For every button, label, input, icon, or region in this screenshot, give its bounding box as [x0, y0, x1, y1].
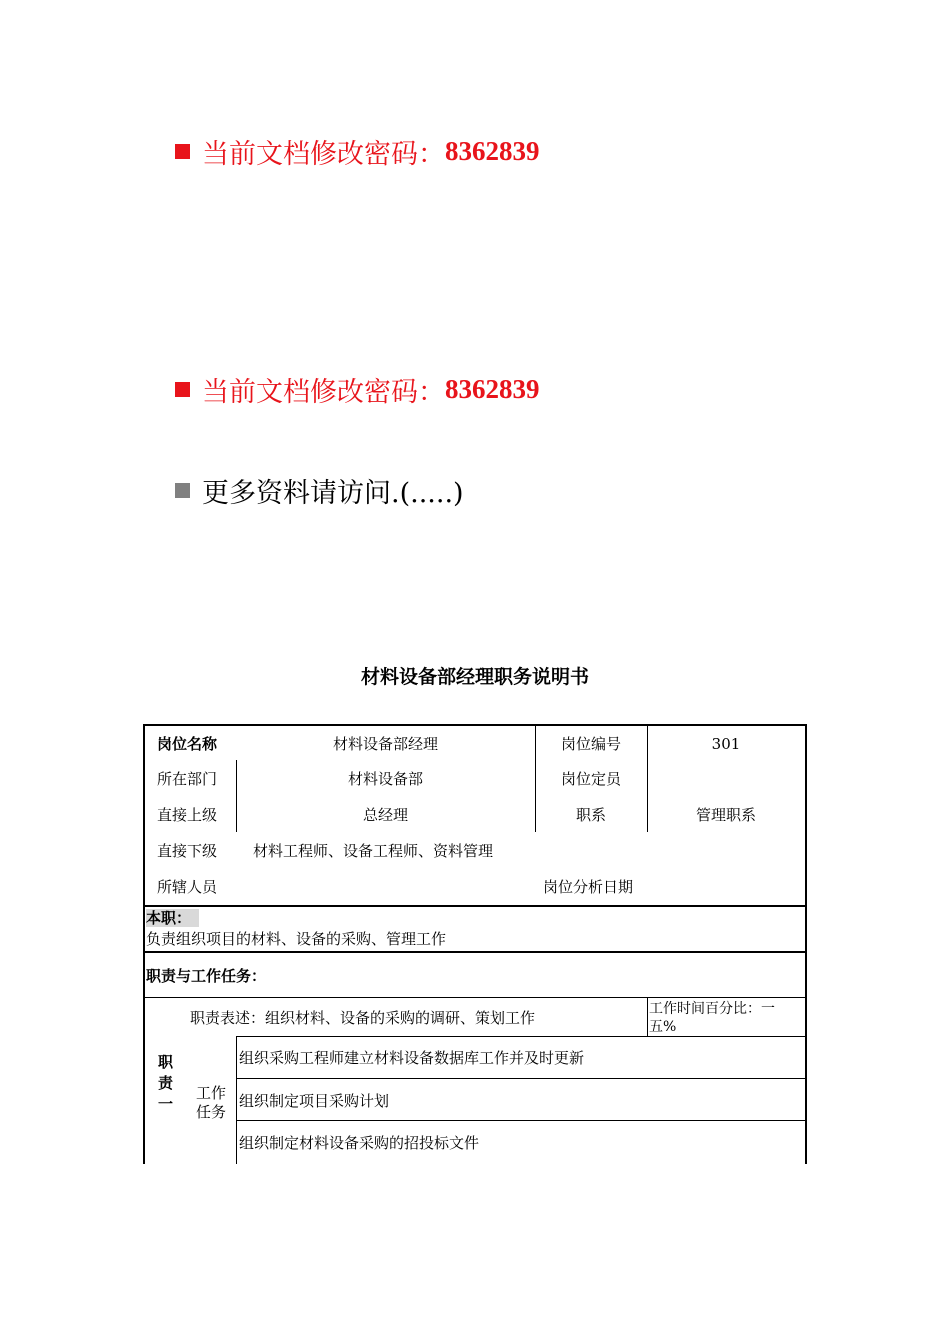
job-family-label: 职系	[575, 806, 606, 824]
red-square-bullet-icon	[175, 382, 190, 397]
responsibilities-header: 职责与工作任务：	[146, 967, 267, 985]
time-percentage: 工作时间百分比：一 五%	[649, 1001, 775, 1035]
job-description-table	[143, 724, 807, 1164]
gray-square-bullet-icon	[175, 483, 190, 498]
password-value: 8362839	[445, 374, 540, 404]
responsibility-1-label: 职 责 一	[158, 1053, 174, 1113]
job-family-value: 管理职系	[695, 806, 756, 824]
password-notice-2	[175, 370, 540, 409]
document-title: 材料设备部经理职务说明书	[360, 666, 589, 688]
red-square-bullet-icon	[175, 144, 190, 159]
password-notice-1	[175, 132, 540, 171]
department-label: 所在部门	[157, 770, 218, 788]
headcount-label: 岗位定员	[560, 770, 621, 788]
more-info-text: 更多资料请访问.(.....)	[202, 478, 464, 509]
analysis-date-label: 岗位分析日期	[543, 878, 634, 896]
subordinate-value: 材料工程师、设备工程师、资料管理	[253, 842, 494, 860]
superior-label: 直接上级	[157, 806, 218, 824]
task-item: 组织采购工程师建立材料设备数据库工作并及时更新	[239, 1049, 585, 1067]
responsibility-1-description: 职责表述：组织材料、设备的采购的调研、策划工作	[190, 1009, 536, 1027]
post-name-value: 材料设备部经理	[332, 735, 438, 753]
subordinate-label: 直接下级	[157, 842, 218, 860]
superior-value: 总经理	[362, 806, 408, 824]
task-item: 组织制定项目采购计划	[239, 1092, 390, 1110]
password-label: 当前文档修改密码：	[202, 377, 445, 408]
duty-value: 负责组织项目的材料、设备的采购、管理工作	[146, 930, 447, 948]
password-label: 当前文档修改密码：	[202, 139, 445, 170]
task-item: 组织制定材料设备采购的招投标文件	[239, 1134, 480, 1152]
post-number-label: 岗位编号	[560, 735, 621, 753]
tasks-label: 工作 任务	[196, 1084, 227, 1121]
duty-label: 本职：	[146, 909, 199, 927]
password-value: 8362839	[445, 136, 540, 166]
more-info-notice	[175, 471, 464, 510]
staff-label: 所辖人员	[157, 878, 218, 896]
department-value: 材料设备部	[347, 770, 423, 788]
post-number-value: 301	[711, 735, 741, 753]
post-name-label: 岗位名称	[157, 735, 218, 753]
